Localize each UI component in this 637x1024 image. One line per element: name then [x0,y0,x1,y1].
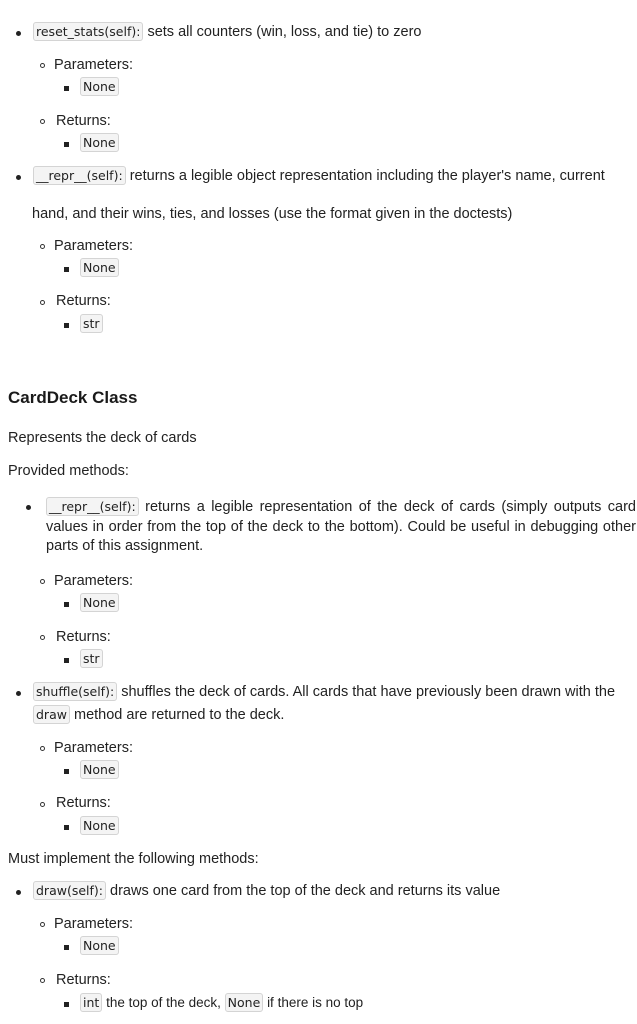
params-label: Parameters: [54,57,133,73]
draw-returns-line [80,995,363,1010]
params-label: Parameters: [54,916,133,932]
sub-bullet [40,244,45,249]
returns-value: None [80,816,119,835]
sub-bullet [40,63,45,68]
repr-desc-line2: hand, and their wins, ties, and losses (use the format given in the doctests) [32,206,513,222]
deck-repr-desc: returns a legible representation of the deck of cards (simply outputs card values in order from the top of the deck to the bottom). Could be useful in debugging other parts of this assignment. [46,499,636,554]
params-label: Parameters: [54,740,133,756]
sub-sub-bullet [64,945,69,950]
returns-value: None [80,133,119,152]
draw-desc: draws one card from the top of the deck and returns its value [110,883,501,899]
params-value: None [80,936,119,955]
params-label: Parameters: [54,238,133,254]
returns-label: Returns: [56,795,111,811]
sub-sub-bullet [64,1002,69,1007]
sub-bullet [40,300,45,305]
sub-bullet [40,579,45,584]
sub-bullet [40,922,45,927]
sub-bullet [40,978,45,983]
returns-value: str [80,314,103,333]
sub-sub-bullet [64,86,69,91]
bullet [16,691,21,696]
section-heading: CardDeck Class [8,388,138,407]
returns-value-wrap [80,316,103,332]
params-value-wrap [80,595,119,611]
repr-desc-line1: returns a legible object representation including the player's name, current [129,168,605,184]
params-label: Parameters: [54,573,133,589]
sub-sub-bullet [64,323,69,328]
sub-bullet [40,119,45,124]
shuffle-desc-b: method are returned to the deck. [74,707,285,723]
returns-label: Returns: [56,629,111,645]
bullet [16,175,21,180]
returns-label: Returns: [56,293,111,309]
returns-value: str [80,649,103,668]
bullet [16,31,21,36]
int-code: int [80,993,102,1012]
shuffle-code: shuffle(self): [33,682,117,701]
sub-sub-bullet [64,602,69,607]
params-value-wrap [80,938,119,954]
must-implement-label: Must implement the following methods: [8,851,259,867]
sub-bullet [40,635,45,640]
reset-stats-code: reset_stats(self): [33,22,143,41]
params-value: None [80,760,119,779]
shuffle-desc-a: shuffles the deck of cards. All cards that have previously been drawn with the [121,684,616,700]
draw-code: draw [33,705,70,724]
shuffle-line2 [33,707,284,723]
reset-stats-desc: sets all counters (win, loss, and tie) to zero [147,24,422,40]
sub-sub-bullet [64,142,69,147]
deck-repr-code: __repr__(self): [46,497,139,516]
returns-value-wrap [80,818,119,834]
returns-value-wrap [80,651,103,667]
params-value-wrap [80,260,119,276]
params-value: None [80,77,119,96]
shuffle-item [33,684,615,700]
draw-returns-text1: the top of the deck, [106,995,221,1010]
params-value-wrap [80,762,119,778]
provided-methods-label: Provided methods: [8,463,129,479]
sub-bullet [40,746,45,751]
intro-text: Represents the deck of cards [8,430,197,446]
returns-label: Returns: [56,972,111,988]
none-code: None [225,993,264,1012]
draw-returns-text2: if there is no top [267,995,364,1010]
returns-label: Returns: [56,113,111,129]
repr-code: __repr__(self): [33,166,126,185]
deck-repr-item [46,497,636,557]
bullet [16,890,21,895]
sub-sub-bullet [64,825,69,830]
sub-sub-bullet [64,769,69,774]
sub-bullet [40,802,45,807]
returns-value-wrap [80,135,119,151]
params-value: None [80,593,119,612]
params-value-wrap [80,79,119,95]
reset-stats-item [33,24,421,40]
draw-method-code: draw(self): [33,881,106,900]
sub-sub-bullet [64,267,69,272]
repr-item [33,168,605,184]
draw-item [33,883,500,899]
params-value: None [80,258,119,277]
sub-sub-bullet [64,658,69,663]
bullet [26,505,31,510]
